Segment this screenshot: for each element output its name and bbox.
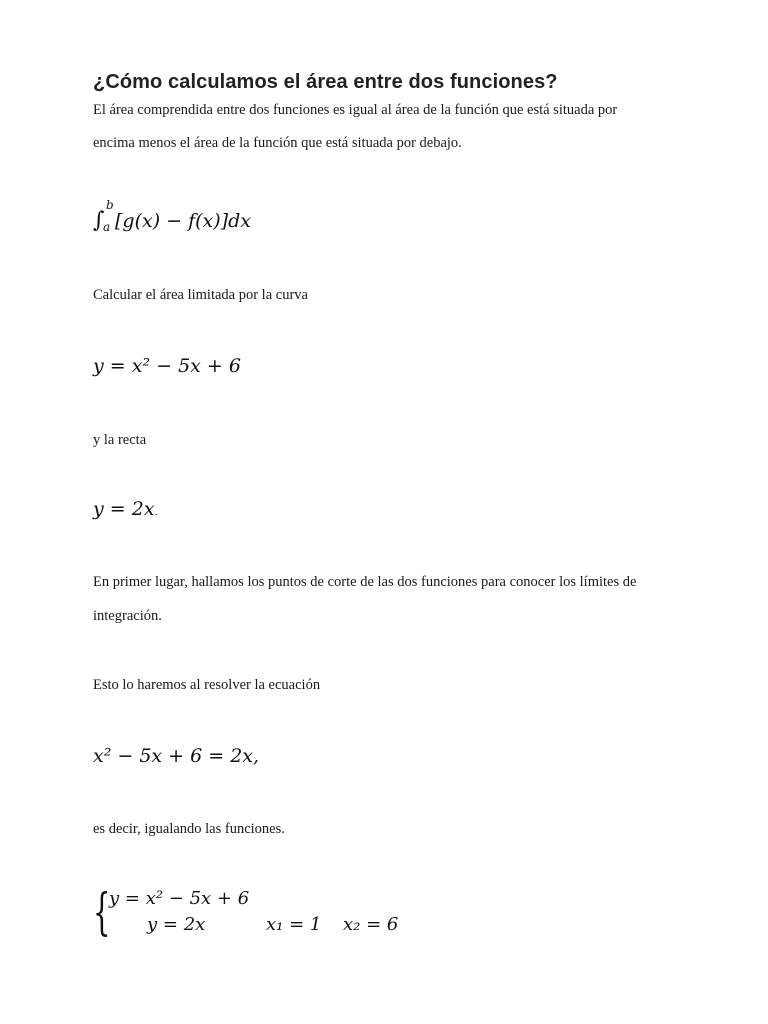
root-2: x₂ = 6 xyxy=(343,914,399,935)
intro-line-1: El área comprendida entre dos funciones es igual al área de la función que está situada por xyxy=(93,102,618,118)
root-1: x₁ = 1 xyxy=(266,914,322,935)
integral-lower-limit: a xyxy=(103,220,111,234)
page-title: ¿Cómo calculamos el área entre dos funciones? xyxy=(93,71,558,93)
esdecir-text: es decir, igualando las funciones. xyxy=(93,821,285,837)
esto-text: Esto lo haremos al resolver la ecuación xyxy=(93,677,321,693)
equation-system xyxy=(93,883,423,944)
primer-line-2: integración. xyxy=(93,608,162,624)
line-formula-text: y = 2x xyxy=(93,498,155,520)
calc-text: Calcular el área limitada por la curva xyxy=(93,287,308,303)
curve-formula: y = x² − 5x + 6 xyxy=(93,355,241,377)
left-brace: { xyxy=(93,883,111,941)
integral-body: [g(x) − f(x)]dx xyxy=(115,210,251,232)
system-equation-2: y = 2x xyxy=(147,914,206,935)
recta-text: y la recta xyxy=(93,432,147,448)
integral-upper-limit: b xyxy=(106,198,114,212)
equation-formula: x² − 5x + 6 = 2x, xyxy=(93,745,260,767)
system-equation-1: y = x² − 5x + 6 xyxy=(109,888,250,909)
integral-formula xyxy=(93,198,251,234)
line-formula: y = 2x. xyxy=(93,498,158,520)
integral-sign: ∫ b a xyxy=(93,198,114,234)
primer-line-1: En primer lugar, hallamos los puntos de corte de las dos funciones para conocer los límites de xyxy=(93,574,637,590)
intro-line-2: encima menos el área de la función que está situada por debajo. xyxy=(93,135,462,151)
